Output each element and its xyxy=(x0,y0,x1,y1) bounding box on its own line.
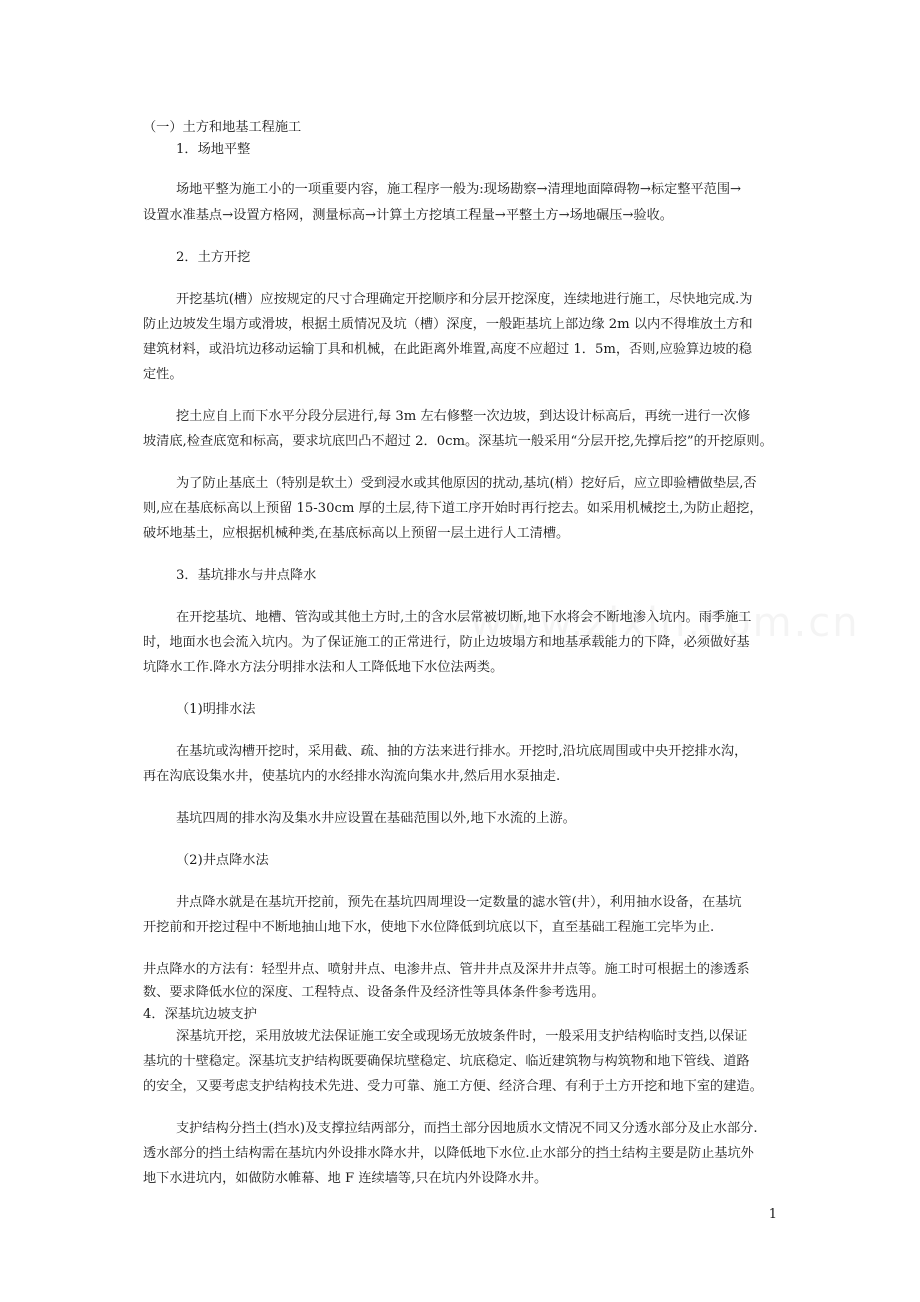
text-line: 建筑材料，或沿坑边移动运输丁具和机械，在此距离外堆置,高度不应超过 1．5m，否则,应验算边坡的稳 xyxy=(143,342,752,357)
subheading-2: （2)井点降水法 xyxy=(176,853,269,868)
text-line: 则,应在基底标高以上预留 15-30cm 厚的土层,待下道工序开始时再行挖去。如采用机械挖土,为防止超挖， xyxy=(143,501,763,516)
text-line: 破坏地基土，应根据机械种类,在基底标高以上预留一层土进行人工清槽。 xyxy=(143,526,570,541)
text-line: 在开挖基坑、地槽、管沟或其他土方时,土的含水层常被切断,地下水将会不断地渗入坑内。雨季施工 xyxy=(176,610,752,625)
text-line: 地下水进坑内，如做防水帷幕、地 F 连续墙等,只在坑内外设降水井。 xyxy=(143,1171,548,1186)
text-line: 坡清底,检查底宽和标高，要求坑底凹凸不超过 2．0cm。深基坑一般采用“分层开挖,先撑后挖”的开挖原则。 xyxy=(143,434,773,449)
text-line: 时，地面水也会流入坑内。为了保证施工的正常进行，防止边坡塌方和地基承载能力的下降，必须做好基 xyxy=(143,635,750,650)
text-line: 坑降水工作.降水方法分明排水法和人工降低地下水位法两类。 xyxy=(143,660,504,675)
text-line: 开挖基坑(槽）应按规定的尺寸合理确定开挖顺序和分层开挖深度，连续地进行施工，尽快地完成.为 xyxy=(176,292,753,307)
text-line: 支护结构分挡土(挡水)及支撑拉结两部分，而挡土部分因地质水文情况不同又分透水部分及止水部分. xyxy=(176,1121,758,1136)
text-line: 防止边坡发生塌方或滑坡，根据土质情况及坑（槽）深度，一般距基坑上部边缘 2m 以内不得堆放土方和 xyxy=(143,317,753,332)
page-number: 1 xyxy=(768,1207,777,1222)
heading-2: 2．土方开挖 xyxy=(176,250,251,265)
text-line: 的安全，又要考虑支护结构技术先进、受力可靠、施工方便、经济合理、有利于土方开挖和地下室的建造。 xyxy=(143,1079,763,1094)
text-line: 井点降水的方法有：轻型井点、喷射井点、电渗井点、管井井点及深井井点等。施工时可根据土的渗透系 xyxy=(143,962,750,977)
text-line: 透水部分的挡土结构需在基坑内外设排水降水井，以降低地下水位.止水部分的挡土结构主要是防止基坑外 xyxy=(143,1146,754,1161)
text-line: 设置水准基点→设置方格网，测量标高→计算土方挖填工程量→平整土方→场地碾压→验收。 xyxy=(143,208,673,223)
subheading-1: （1)明排水法 xyxy=(176,702,256,717)
text-line: 为了防止基底土（特别是软土）受到浸水或其他原因的扰动,基坑(梢）挖好后，应立即验槽做垫层,否 xyxy=(176,476,757,491)
text-line: 再在沟底设集水井，使基坑内的水经排水沟流向集水井,然后用水泵抽走. xyxy=(143,769,561,784)
section-title: （一）土方和地基工程施工 xyxy=(143,120,302,135)
text-line: 井点降水就是在基坑开挖前，预先在基坑四周埋设一定数量的滤水管(井），利用抽水设备，在基坑 xyxy=(176,895,742,910)
text-line: 开挖前和开挖过程中不断地抽山地下水，使地下水位降低到坑底以下，直至基础工程施工完毕为止. xyxy=(143,920,715,935)
heading-3: 3．基坑排水与井点降水 xyxy=(176,568,317,583)
text-line: 基坑四周的排水沟及集水井应设置在基础范围以外,地下水流的上游。 xyxy=(176,811,576,826)
text-line: 场地平整为施工小的一项重要内容，施工程序一般为:现场勘察→清理地面障碍物→标定整平范围→ xyxy=(176,182,742,197)
text-line: 深基坑开挖，采用放坡尤法保证施工安全或现场无放坡条件时，一般采用支护结构临时支挡,以保证 xyxy=(176,1029,748,1044)
text-line: 在基坑或沟槽开挖时，采用截、疏、抽的方法来进行排水。开挖时,沿坑底周围或中央开挖排水沟， xyxy=(176,744,748,759)
text-line: 定性。 xyxy=(143,367,183,382)
heading-4: 4．深基坑边坡支护 xyxy=(143,1007,257,1022)
text-line: 挖土应自上而下水平分段分层进行,每 3m 左右修整一次边坡，到达设计标高后，再统一进行一次修 xyxy=(176,409,751,424)
text-line: 基坑的十壁稳定。深基坑支护结构既要确保坑壁稳定、坑底稳定、临近建筑物与构筑物和地下管线、道路 xyxy=(143,1054,750,1069)
text-line: 数、要求降低水位的深度、工程特点、设备条件及经济性等具体条件参考选用。 xyxy=(143,985,605,1000)
heading-1: 1．场地平整 xyxy=(176,142,251,157)
